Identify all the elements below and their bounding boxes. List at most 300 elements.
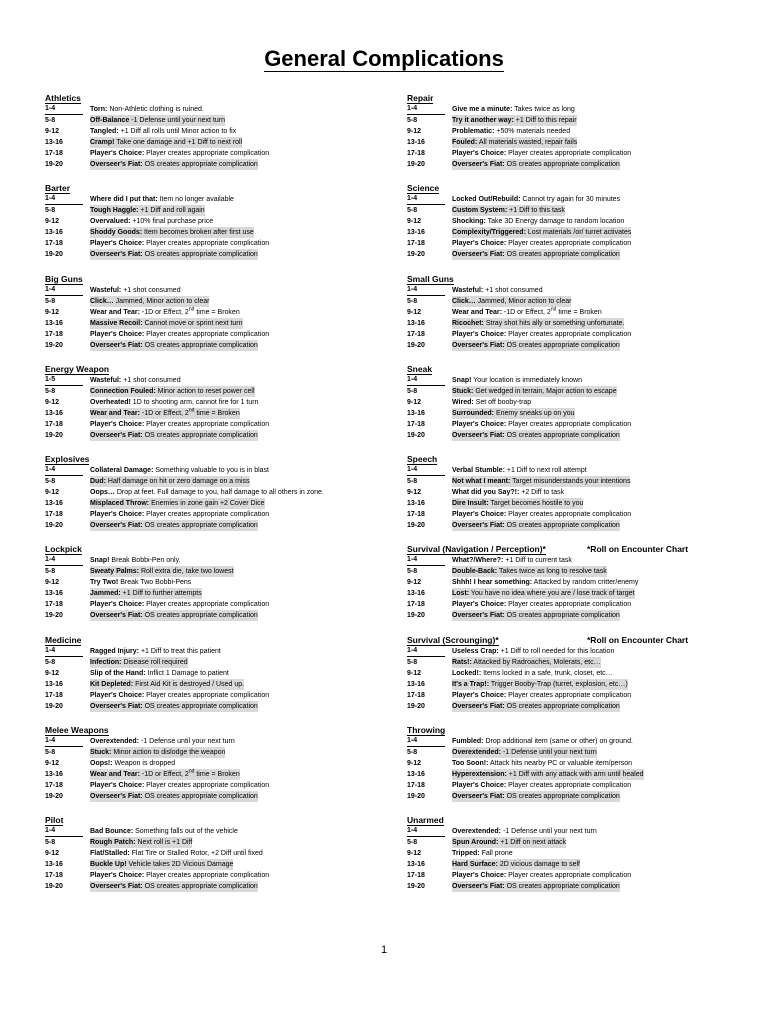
table-row [45,848,355,859]
complication-entry [90,476,250,487]
roll-range: 5-8 [407,387,418,395]
complication-entry [452,747,597,758]
roll-range: 1-4 [407,465,445,476]
roll-range: 5-8 [45,117,56,124]
complication-entry [452,318,624,329]
roll-range: 5-8 [45,478,56,486]
section-title: Small Guns [407,273,454,284]
complication-name: Dire Insult: [452,500,489,508]
roll-range: 19-20 [45,341,63,349]
table-row [45,397,355,408]
complication-entry [452,375,582,386]
complication-name: Overseer's Fiat: [452,161,505,168]
complication-effect: OS creates appropriate complication [504,793,620,801]
roll-range: 17-18 [407,601,425,609]
complication-effect: Disease roll required [121,658,188,666]
complication-entry [452,657,601,668]
table-row [407,430,707,441]
complication-name: Stuck: [452,387,474,395]
complication-entry [90,509,269,520]
complication-entry [90,249,258,260]
complication-name: Lost: [452,590,470,598]
roll-range: 17-18 [45,150,63,157]
complication-entry [452,791,620,802]
section-heading [45,183,355,194]
roll-range: 19-20 [407,251,425,259]
complication-entry [90,769,240,780]
table-row [407,657,707,668]
roll-range: 1-4 [45,285,83,296]
roll-range: 17-18 [407,330,425,338]
roll-range: 5-8 [407,658,418,666]
complication-entry [90,736,235,747]
roll-range: 17-18 [407,872,425,880]
complication-entry [90,657,188,668]
roll-range: 1-4 [407,375,445,386]
complication-effect: Takes twice as long to resolve task [497,568,607,576]
table-row [45,498,355,509]
complication-section [45,815,355,905]
table-row [407,747,707,758]
complication-entry [452,419,631,430]
complication-name: Cramp! [90,139,115,146]
complication-name: Click… [452,297,476,305]
section-title: Throwing [407,725,446,736]
complication-entry [90,646,221,657]
complication-effect: Item becomes broken after first use [142,229,254,237]
table-row [45,555,355,566]
roll-range: 5-8 [45,658,56,666]
table-row [45,701,355,712]
complication-name: Overseer's Fiat: [90,612,143,620]
roll-range: 19-20 [45,251,63,259]
complication-name: Too Soon!: [452,760,489,768]
complication-name: Wear and Tear: [452,308,502,316]
table-row [407,137,707,148]
table-row [45,419,355,430]
complication-name: Shocking: [452,218,486,226]
roll-range: 13-16 [407,680,425,688]
complication-entry [452,238,631,249]
complication-effect: OS creates appropriate complication [504,161,620,168]
roll-range: 5-8 [407,297,418,305]
complication-entry [452,577,638,588]
table-row [407,148,707,159]
complication-section [45,544,355,634]
complication-entry [90,115,225,126]
complication-name: Bad Bounce: [90,828,134,836]
complication-entry [90,340,258,351]
complication-name: Overseer's Fiat: [90,522,143,530]
complication-name: Overseer's Fiat: [452,883,505,891]
complication-name: Give me a minute: [452,106,513,113]
complication-entry [452,599,631,610]
table-row [45,205,355,216]
complication-name: Player's Choice: [90,872,145,880]
complication-name: Shoddy Goods: [90,229,143,237]
complication-effect: -1D or Effect, 2nd time = Broken [501,306,602,316]
table-row [45,296,355,307]
complication-entry [90,386,255,397]
complication-name: Not what I meant: [452,478,511,486]
complication-effect: Item no longer available [157,196,234,204]
complication-name: Jammed: [90,590,121,598]
section-title: Explosives [45,454,90,465]
complication-name: Player's Choice: [90,511,145,519]
complication-entry [452,159,620,170]
complication-name: Torn: [90,106,108,113]
complication-entry [452,848,513,859]
complication-effect: Minor action to reset power cell [155,387,255,395]
roll-range: 1-4 [407,104,445,115]
complication-name: Overextended: [452,828,502,836]
section-title: Unarmed [407,815,444,826]
complication-name: Rough Patch: [90,839,136,847]
complication-effect: Player creates appropriate complication [506,872,632,880]
roll-range: 19-20 [407,522,425,530]
complication-name: Where did I put that: [90,196,158,204]
complication-name: Player's Choice: [90,691,145,699]
complication-effect: You have no idea where you are / lose track of target [469,590,635,598]
complication-entry [90,216,213,227]
roll-range: 9-12 [407,489,422,497]
complication-entry [90,520,258,531]
complication-entry [452,115,577,126]
complication-effect: +1 Diff all rolls until Minor action to fix [118,128,237,135]
complication-name: It's a Trap!: [452,680,490,688]
complication-name: Overseer's Fiat: [90,161,143,168]
complication-entry [90,791,258,802]
complication-effect: +1 Diff and roll again [138,207,205,215]
roll-range: 17-18 [45,240,63,248]
complication-name: Overextended: [90,738,140,746]
roll-range: 1-4 [45,194,83,205]
table-row [45,408,355,419]
complication-effect: Target becomes hostile to you [488,500,584,508]
complication-effect: Enemy sneaks up on you [494,409,575,417]
complication-effect: Fall prone [479,850,513,858]
complication-name: Player's Choice: [90,782,145,790]
complication-name: Player's Choice: [452,601,507,609]
complication-effect: OS creates appropriate complication [142,431,258,439]
complication-section [45,635,355,725]
table-row [45,690,355,701]
complication-name: Connection Fouled: [90,387,156,395]
complication-section [45,454,355,544]
complication-name: Locked Out/Rebuild: [452,196,521,204]
roll-range: 19-20 [407,161,425,168]
roll-range: 9-12 [45,128,60,135]
roll-range: 19-20 [407,341,425,349]
complication-effect: Take 3D Energy damage to random location [485,218,625,226]
section-heading [45,725,355,736]
complication-effect: Player creates appropriate complication [506,511,632,519]
complication-name: Overseer's Fiat: [452,793,505,801]
complication-effect: +1 Diff to this repair [513,117,577,124]
table-row [45,487,355,498]
roll-range: 13-16 [407,771,425,779]
table-row [45,859,355,870]
complication-entry [452,859,580,870]
table-row [407,780,707,791]
complication-entry [452,498,583,509]
table-row [407,318,707,329]
complication-name: Kit Depleted: [90,680,134,688]
roll-range: 13-16 [45,680,63,688]
table-row [45,791,355,802]
complication-effect: Something valuable to you is in blast [153,467,269,475]
complication-name: Overvalued: [90,218,131,226]
complication-name: Off-Balance [90,117,130,124]
table-row [45,115,355,126]
complication-effect: Player creates appropriate complication [144,240,270,248]
complication-entry [90,610,258,621]
complication-entry [90,329,269,340]
table-row [45,137,355,148]
complication-name: Overseer's Fiat: [90,341,143,349]
table-row [407,307,707,318]
table-row [45,780,355,791]
roll-range: 5-8 [45,387,56,395]
roll-range: 17-18 [407,240,425,248]
complication-effect: -1 Defense until your next turn [501,749,597,757]
table-row [45,238,355,249]
complication-entry [90,137,242,148]
complication-entry [452,701,620,712]
roll-range: 19-20 [45,702,63,710]
roll-range: 9-12 [45,669,60,677]
roll-range: 1-5 [45,375,83,386]
complication-effect: All materials wasted, repair fails [477,139,578,146]
roll-range: 13-16 [45,590,63,598]
table-row [45,520,355,531]
page-number: 1 [380,944,388,956]
complication-effect: Takes twice as long [512,106,575,113]
table-row [45,577,355,588]
table-row [407,577,707,588]
complication-entry [452,555,572,566]
complication-name: Wasteful: [90,376,122,384]
complication-effect: -1D or Effect, 2nd time = Broken [139,306,240,316]
complication-entry [452,137,577,148]
complication-name: Complexity/Triggered: [452,229,526,237]
complication-effect: +1 Diff on next attack [498,839,567,847]
complication-entry [452,386,617,397]
complication-entry [90,599,269,610]
complication-effect: +2 Diff to task [519,489,565,497]
complication-name: Wear and Tear: [90,771,140,779]
table-row [45,476,355,487]
table-row [45,216,355,227]
complication-section [407,815,707,905]
complication-name: Try Two! [90,579,119,587]
complication-name: Tripped: [452,850,480,858]
table-row [407,104,707,115]
complication-entry [452,227,631,238]
complication-name: What did you Say?!: [452,489,520,497]
table-row [407,340,707,351]
complication-entry [452,509,631,520]
table-row [407,476,707,487]
roll-range: 5-8 [407,478,418,486]
complication-effect: Take one damage and +1 Diff to next roll [114,139,243,146]
complication-entry [90,408,240,419]
table-row [45,588,355,599]
complication-section [45,725,355,815]
complication-name: Slip of the Hand: [90,669,146,677]
roll-range: 9-12 [407,669,422,677]
roll-range: 1-4 [407,285,445,296]
complication-entry [452,397,531,408]
complication-entry [90,690,269,701]
complication-effect: First Aid Kit is destroyed / Used up. [133,680,245,688]
table-row [45,375,355,386]
complication-entry [452,837,566,848]
complication-name: Snap! [452,376,472,384]
complication-effect: Stray shot hits ally or something unfortunate. [483,319,625,327]
roll-range: 9-12 [45,579,60,587]
roll-range: 5-8 [407,207,418,215]
complication-effect: -1 Defense until your next turn [501,828,597,836]
complication-effect: Drop additional item (same or other) on ground. [483,738,633,746]
roll-range: 13-16 [45,771,63,779]
complication-section [45,93,355,183]
complication-name: Oops!: [90,760,113,768]
complication-effect: Player creates appropriate complication [506,330,632,338]
complication-entry [90,758,175,769]
complication-entry [452,588,635,599]
complication-name: Overheated! [90,398,131,406]
roll-range: 1-4 [45,465,83,476]
complication-name: Wasteful: [90,286,122,294]
roll-range: 5-8 [45,207,56,215]
table-row [407,701,707,712]
table-row [407,599,707,610]
section-heading [407,635,707,646]
roll-range: 1-4 [407,646,445,657]
table-row [45,340,355,351]
complication-entry [452,296,571,307]
table-row [407,668,707,679]
complication-effect: Weapon is dropped [112,760,176,768]
table-row [407,791,707,802]
table-row [45,430,355,441]
complication-effect: Player creates appropriate complication [144,150,270,157]
complication-name: Dud: [90,478,106,486]
complication-effect: OS creates appropriate complication [504,522,620,530]
table-row [407,194,707,205]
roll-range: 9-12 [407,218,422,226]
complication-name: Overseer's Fiat: [452,251,505,259]
roll-range: 13-16 [407,139,425,146]
roll-range: 9-12 [407,128,422,135]
complication-name: Overseer's Fiat: [90,793,143,801]
roll-range: 1-4 [45,826,83,837]
table-row [407,498,707,509]
table-row [45,509,355,520]
table-row [407,881,707,892]
complication-entry [452,205,565,216]
complication-effect: OS creates appropriate complication [504,883,620,891]
section-note: *Roll on Encounter Chart [587,544,689,555]
complication-section [407,725,707,815]
complication-effect: Player creates appropriate complication [144,782,270,790]
complication-effect: Jammed, Minor action to clear [475,297,572,305]
complication-effect: Items locked in a safe, trunk, closet, etc… [481,669,613,677]
complication-name: Infection: [90,658,122,666]
complication-entry [452,465,587,476]
table-row [45,148,355,159]
table-row [45,837,355,848]
complication-name: Click… [90,297,114,305]
complication-effect: OS creates appropriate complication [142,161,258,168]
section-title: Repair [407,93,434,103]
table-row [407,555,707,566]
section-heading [407,183,707,194]
complication-effect: Half damage on hit or zero damage on a miss [105,478,250,486]
complication-entry [452,566,607,577]
roll-range: 19-20 [407,702,425,710]
complication-effect: Trigger Booby-Trap (turret, explosion, etc…) [489,680,628,688]
roll-range: 9-12 [45,489,60,497]
complication-section [45,274,355,364]
table-row [45,668,355,679]
complication-entry [90,285,181,296]
complication-entry [90,848,263,859]
complication-effect: Non-Athletic clothing is ruined. [107,106,204,113]
roll-range: 13-16 [45,861,63,869]
complication-entry [90,194,234,205]
complication-name: Flat/Stalled: [90,850,130,858]
complication-effect: Player creates appropriate complication [506,691,632,699]
complication-effect: OS creates appropriate complication [142,341,258,349]
table-row [45,104,355,115]
complication-effect: Break Two Bobbi-Pens [118,579,192,587]
complication-entry [452,329,631,340]
complication-entry [90,397,258,408]
roll-range: 19-20 [45,793,63,801]
table-row [407,465,707,476]
complication-name: Overseer's Fiat: [452,431,505,439]
complication-entry [452,340,620,351]
complication-name: Hard Surface: [452,861,498,869]
complication-effect: Player creates appropriate complication [506,150,632,157]
complication-entry [452,870,631,881]
complication-section [407,544,707,634]
complication-entry [90,318,243,329]
complication-name: Ricochet: [452,319,484,327]
complication-effect: OS creates appropriate complication [504,341,620,349]
complication-entry [90,419,269,430]
table-row [407,205,707,216]
complication-effect: -1 Defense until your next turn [129,117,226,124]
complication-name: Collateral Damage: [90,467,154,475]
roll-range: 9-12 [45,760,60,768]
complication-name: Spun Around: [452,839,499,847]
roll-range: 9-12 [45,308,60,316]
roll-range: 19-20 [407,793,425,801]
complication-entry [90,588,202,599]
complication-effect: OS creates appropriate complication [142,612,258,620]
complication-entry [452,610,620,621]
section-title: Lockpick [45,544,82,555]
roll-range: 17-18 [45,330,63,338]
complication-name: Overseer's Fiat: [90,883,143,891]
complication-section [407,635,707,725]
complication-effect: Something falls out of the vehicle [133,828,238,836]
complication-entry [452,249,620,260]
table-row [407,227,707,238]
